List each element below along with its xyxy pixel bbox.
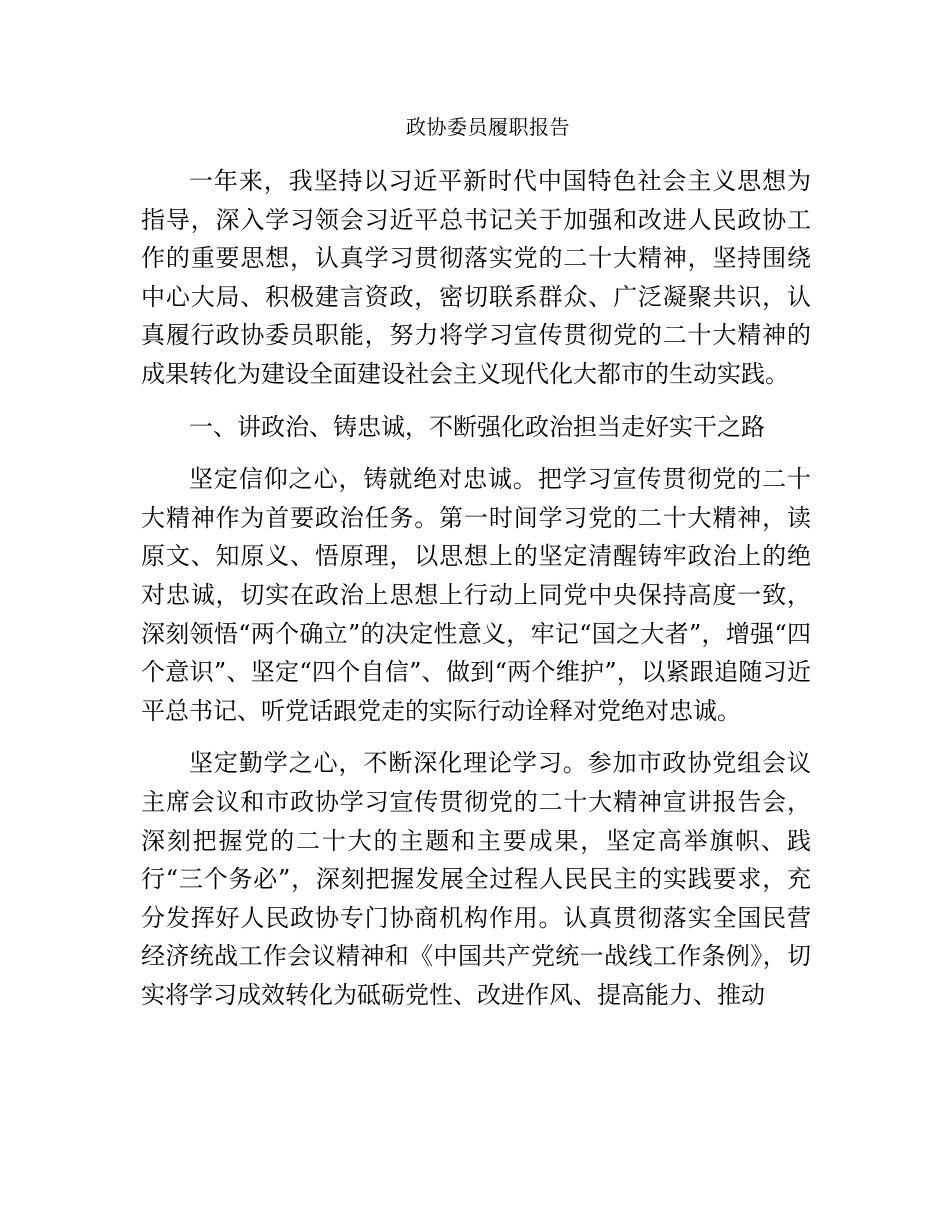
section-heading-1: 一、讲政治、铸忠诚，不断强化政治担当走好实干之路	[189, 412, 765, 441]
body-paragraph: 坚定勤学之心，不断深化理论学习。参加市政协党组会议主席会议和市政协学习宣传贯彻党的二十大精神宣讲报告会，深刻把握党的二十大的主题和主要成果，坚定高举旗帜、践行“三个务必”，深刻把握发展全过程人民民主的实践要求，充分发挥好人民政协专门协商机构作用。认真贯彻落实全国民营经济统战工作会议精神和《中国共产党统一战线工作条例》，切实将学习成效转化为砥砺党性、改进作风、提高能力、推动	[141, 749, 811, 1009]
intro-paragraph: 一年来，我坚持以习近平新时代中国特色社会主义思想为指导，深入学习领会习近平总书记关于加强和改进人民政协工作的重要思想，认真学习贯彻落实党的二十大精神，坚持围绕中心大局、积极建言资政，密切联系群众、广泛凝聚共识，认真履行政协委员职能，努力将学习宣传贯彻党的二十大精神的成果转化为建设全面建设社会主义现代化大都市的生动实践。	[141, 167, 811, 388]
document-title: 政协委员履职报告	[406, 115, 570, 139]
document-page	[141, 112, 811, 1014]
body-paragraph: 坚定信仰之心，铸就绝对忠诚。把学习宣传贯彻党的二十大精神作为首要政治任务。第一时间学习党的二十大精神，读原文、知原义、悟原理，以思想上的坚定清醒铸牢政治上的绝对忠诚，切实在政治上思想上行动上同党中央保持高度一致，深刻领悟“两个确立”的决定性意义，牢记“国之大者”，增强“四个意识”、坚定“四个自信”、做到“两个维护”，以紧跟追随习近平总书记、听党话跟党走的实际行动诠释对党绝对忠诚。	[141, 465, 811, 725]
